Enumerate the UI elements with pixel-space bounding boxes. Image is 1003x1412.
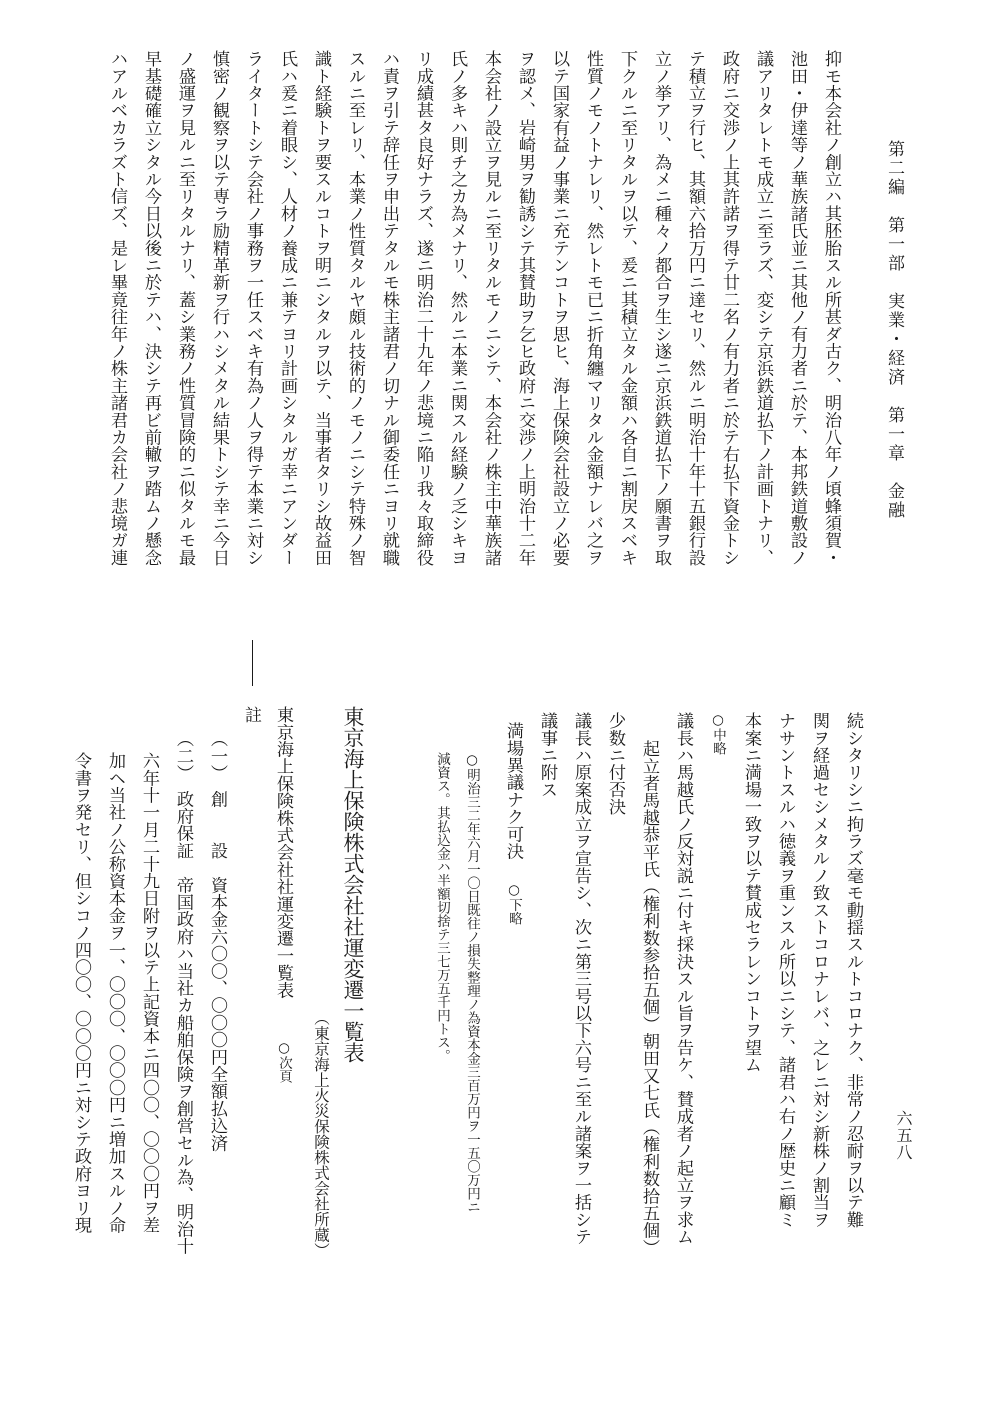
text-column: 抑モ本会社ノ創立ハ其胚胎スル所甚ダ古ク、明治八年ノ頃蜂須賀・ — [821, 50, 841, 566]
section-title: 東京海上保険株式会社社運変遷一覧表 — [341, 706, 365, 1063]
text-column: 政府ニ交渉ノ上其許諾ヲ得テ廿二名ノ有力者ニ於テ右払下資金トシ — [719, 50, 739, 566]
text-column: 早基礎確立シタル今日以後ニ於テハ、決シテ再ビ前轍ヲ踏ムノ懸念 — [141, 50, 161, 566]
text-column: 本案ニ満場一致ヲ以テ賛成セラレンコトヲ望ム — [741, 712, 761, 1074]
note-label: 註 — [241, 706, 261, 723]
text-column: 少数ニ付否決 — [605, 712, 625, 816]
text-column: 氏ハ爰ニ着眼シ、人材ノ養成ニ兼テヨリ計画シタルガ幸ニアンダー — [277, 50, 297, 566]
text-column: 識ト経験トヲ要スルコトヲ明ニシタルヲ以テ、当事者タリシ故益田 — [311, 50, 331, 566]
text-column: 議長ハ原案成立ヲ宣告シ、次ニ第三号以下六号ニ至ル諸案ヲ一括シテ — [571, 712, 591, 1246]
source-note: （東京海上火災保険株式会社所蔵） — [312, 1010, 330, 1258]
note-item: 加ヘ当社ノ公称資本金ヲ一、〇〇〇、〇〇〇円ニ増加スルノ命 — [105, 752, 125, 1234]
note-line: 減資ス。其払込金ハ半額切捨テ三七万五千円トス。 — [434, 752, 450, 1063]
text-column: 慎密ノ観察ヲ以テ専ラ励精革新ヲ行ハシメタル結果トシテ幸ニ今日 — [209, 50, 229, 566]
text-column: ヲ認メ、岩崎男ヲ勧誘シテ其賛助ヲ乞ヒ政府ニ交渉ノ上明治十二年 — [515, 50, 535, 566]
text-column: ライタートシテ会社ノ事務ヲ一任スベキ有為ノ人ヲ得テ本業ニ対シ — [243, 50, 263, 566]
text-column: ノ盛運ヲ見ルニ至リタルナリ、蓋シ業務ノ性質冒険的ニ似タルモ最 — [175, 50, 195, 566]
text-column: 関ヲ経過セシメタルノ致ストコロナレバ、之レニ対シ新株ノ割当ヲ — [809, 712, 829, 1228]
text-column: テ積立ヲ行ヒ、其額六拾万円ニ達セリ、然ルニ明治十年十五銀行設 — [685, 50, 705, 566]
text-column: 満場異議ナク可決 — [503, 722, 523, 860]
note-item: 令書ヲ発セリ、但シコノ四〇〇、〇〇〇円ニ対シテ政府ヨリ現 — [71, 752, 91, 1234]
text-column: 以テ国家有益ノ事業ニ充テンコトヲ思ヒ、海上保険会社設立ノ必要 — [549, 50, 569, 566]
text-column: リ成績甚タ良好ナラズ、遂ニ明治二十九年ノ悲境ニ陥リ我々取締役 — [413, 50, 433, 566]
text-column: 続シタリシニ拘ラズ毫モ動揺スルトコロナク、非常ノ忍耐ヲ以テ難 — [843, 712, 863, 1228]
text-column: 氏ノ多キハ則チ之カ為メナリ、然ルニ本業ニ関スル経験ノ乏シキヨ — [447, 50, 467, 566]
text-column: 立ノ挙アリ、為メニ種々ノ都合ヲ生シ遂ニ京浜鉄道払下ノ願書ヲ取 — [651, 50, 671, 566]
page-number: 六五八 — [894, 1110, 913, 1161]
ref-title: 東京海上保険株式会社社運変遷一覧表 — [273, 706, 293, 999]
text-column: 本会社ノ設立ヲ見ルニ至リタルモノニシテ、本会社ノ株主中華族諸 — [481, 50, 501, 566]
text-column: ナサントスルハ徳義ヲ重ンスル所以ニシテ、諸君ハ右ノ歴史ニ顧ミ — [775, 712, 795, 1228]
text-column: 起立者馬越恭平氏（権利数参拾五個）朝田又七氏（権利数拾五個） — [639, 740, 659, 1256]
note-item: （二） 政府保証 帝国政府ハ当社カ船舶保険ヲ創営セル為、明治十 — [173, 730, 193, 1255]
text-column: 議長ハ馬越氏ノ反対説ニ付キ採決スル旨ヲ告ケ、賛成者ノ起立ヲ求ム — [673, 712, 693, 1246]
sideline-mark — [252, 640, 253, 686]
note-item: 六年十一月二十九日附ヲ以テ上記資本ニ四〇〇、〇〇〇円ヲ差 — [139, 752, 159, 1234]
running-header: 第二編 第一部 実業・経済 第一章 金融 — [884, 140, 904, 520]
text-column: 議事ニ附ス — [537, 712, 557, 798]
text-column: ハ責ヲ引テ辞任ヲ申出テタルモ株主諸君ノ切ナル御委任ニヨリ就職 — [379, 50, 399, 566]
note-item: （一） 創 設 資本金六〇〇、〇〇〇円全額払込済 — [207, 730, 227, 1152]
text-column: 議アリタレトモ成立ニ至ラズ、変シテ京浜鉄道払下ノ計画トナリ、 — [753, 50, 773, 566]
text-column: スルニ至レリ、本業ノ性質タルヤ頗ル技術的ノモノニシテ特殊ノ智 — [345, 50, 365, 566]
omission-mark: ○下略 — [506, 882, 522, 925]
note-line: ○明治三二年六月一〇日既往ノ損失整理ノ為資本金三百万円ヲ一五〇万円ニ — [464, 752, 480, 1214]
omission-mark: ○中略 — [710, 712, 726, 755]
text-column: 性質ノモノトナレリ、然レトモ已ニ折角纏マリタル金額ナレバ之ヲ — [583, 50, 603, 566]
text-column: ハアルベカラズト信ズ、是レ畢竟往年ノ株主諸君カ会社ノ悲境ガ連 — [107, 50, 127, 566]
text-column: 池田・伊達等ノ華族諸氏並ニ其他ノ有力者ニ於テ、本邦鉄道敷設ノ — [787, 50, 807, 566]
ref-suffix: ○次頁 — [276, 1040, 292, 1083]
text-column: 下クルニ至リタルヲ以テ、爰ニ其積立タル金額ハ各自ニ割戻スベキ — [617, 50, 637, 566]
